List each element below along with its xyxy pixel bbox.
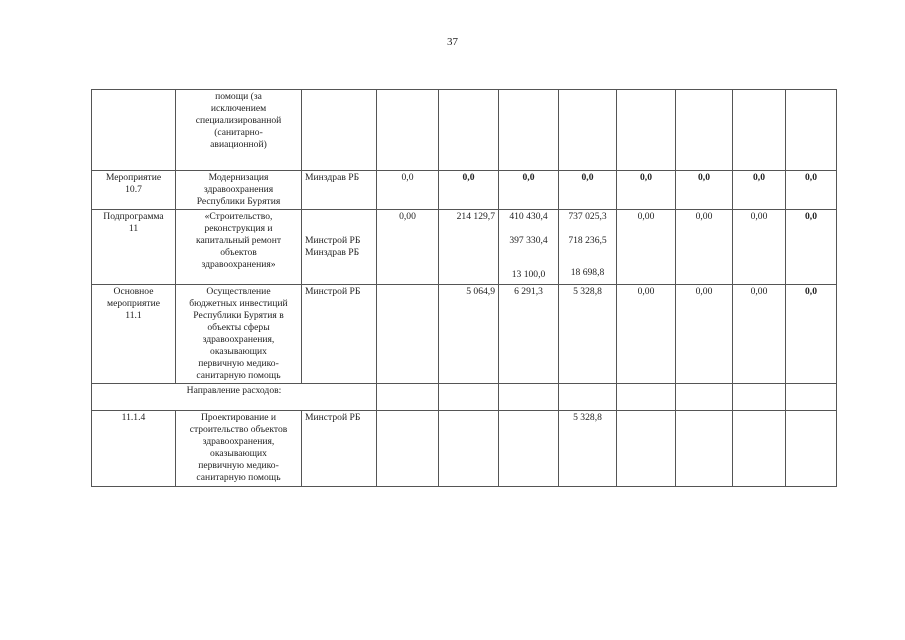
value-cell: 0,00 — [733, 210, 786, 285]
name-cell: Осуществление бюджетных инвестиций Республики Бурятия в объекты сферы здравоохранения, оказывающих первичную медико- санитарную помощь — [176, 285, 302, 384]
value-cell: 5 064,9 — [439, 285, 499, 384]
code-cell: 11.1.4 — [92, 411, 176, 487]
value-cell — [559, 90, 617, 171]
value-cell: 214 129,7 — [439, 210, 499, 285]
value-cell — [377, 285, 439, 384]
name-cell: «Строительство, реконструкция и капитальный ремонт объектов здравоохранения» — [176, 210, 302, 285]
expense-direction-label: Направление расходов: — [92, 384, 377, 411]
value-cell — [733, 90, 786, 171]
name-cell: Проектирование и строительство объектов здравоохранения, оказывающих первичную медико- санитарную помощь — [176, 411, 302, 487]
value-cell — [676, 411, 733, 487]
value-cell: 6 291,3 — [499, 285, 559, 384]
value-cell: 0,0 — [499, 171, 559, 210]
value-cell — [617, 411, 676, 487]
table-row-11-1-4 — [92, 411, 837, 487]
value-cell: 0,00 — [377, 210, 439, 285]
value-cell: 0,0 — [439, 171, 499, 210]
value-cell — [377, 384, 439, 411]
value-cell — [559, 384, 617, 411]
value-cell — [439, 90, 499, 171]
org-cell: Минстрой РБ — [302, 411, 377, 487]
value-cell: 5 328,8 — [559, 411, 617, 487]
value-cell — [499, 90, 559, 171]
code-cell: Мероприятие 10.7 — [92, 171, 176, 210]
table-row-main-measure-11-1 — [92, 285, 837, 384]
value-cell — [499, 411, 559, 487]
org-cell: Минстрой РБ Минздрав РБ — [302, 210, 377, 285]
value-cell — [617, 384, 676, 411]
table-row-measure-10-7 — [92, 171, 837, 210]
value-cell — [733, 384, 786, 411]
value-cell — [786, 90, 837, 171]
org-cell — [302, 90, 377, 171]
value-cell: 0,0 — [676, 171, 733, 210]
value-cell: 5 328,8 — [559, 285, 617, 384]
value-cell: 0,00 — [617, 210, 676, 285]
code-cell — [92, 90, 176, 171]
value-cell — [439, 411, 499, 487]
value-cell: 0,0 — [617, 171, 676, 210]
code-cell: Подпрограмма 11 — [92, 210, 176, 285]
value-cell — [676, 90, 733, 171]
value-cell: 0,00 — [676, 285, 733, 384]
table-row-continuation — [92, 90, 837, 171]
value-cell — [733, 411, 786, 487]
value-cell — [377, 411, 439, 487]
value-cell — [377, 90, 439, 171]
name-cell: Модернизация здравоохранения Республики Бурятия — [176, 171, 302, 210]
value-cell: 0,0 — [559, 171, 617, 210]
org-cell: Минздрав РБ — [302, 171, 377, 210]
value-cell: 0,00 — [617, 285, 676, 384]
value-cell: 0,00 — [676, 210, 733, 285]
budget-table — [91, 89, 837, 487]
page-number: 37 — [447, 36, 458, 48]
table-row-subprogram-11 — [92, 210, 837, 285]
value-cell — [676, 384, 733, 411]
org-cell: Минстрой РБ — [302, 285, 377, 384]
value-cell — [786, 384, 837, 411]
table-row-expense-direction — [92, 384, 837, 411]
code-cell: Основное мероприятие 11.1 — [92, 285, 176, 384]
value-cell: 0,0 — [377, 171, 439, 210]
value-cell: 0,0 — [786, 285, 837, 384]
name-cell: помощи (за исключением специализированной (санитарно- авиационной) — [176, 90, 302, 171]
value-cell — [786, 411, 837, 487]
value-cell — [439, 384, 499, 411]
value-cell: 737 025,3 718 236,5 18 698,8 — [559, 210, 617, 285]
value-cell: 410 430,4 397 330,4 13 100,0 — [499, 210, 559, 285]
value-cell: 0,00 — [733, 285, 786, 384]
value-cell — [499, 384, 559, 411]
value-cell: 0,0 — [786, 171, 837, 210]
value-cell — [617, 90, 676, 171]
value-cell: 0,0 — [786, 210, 837, 285]
value-cell: 0,0 — [733, 171, 786, 210]
